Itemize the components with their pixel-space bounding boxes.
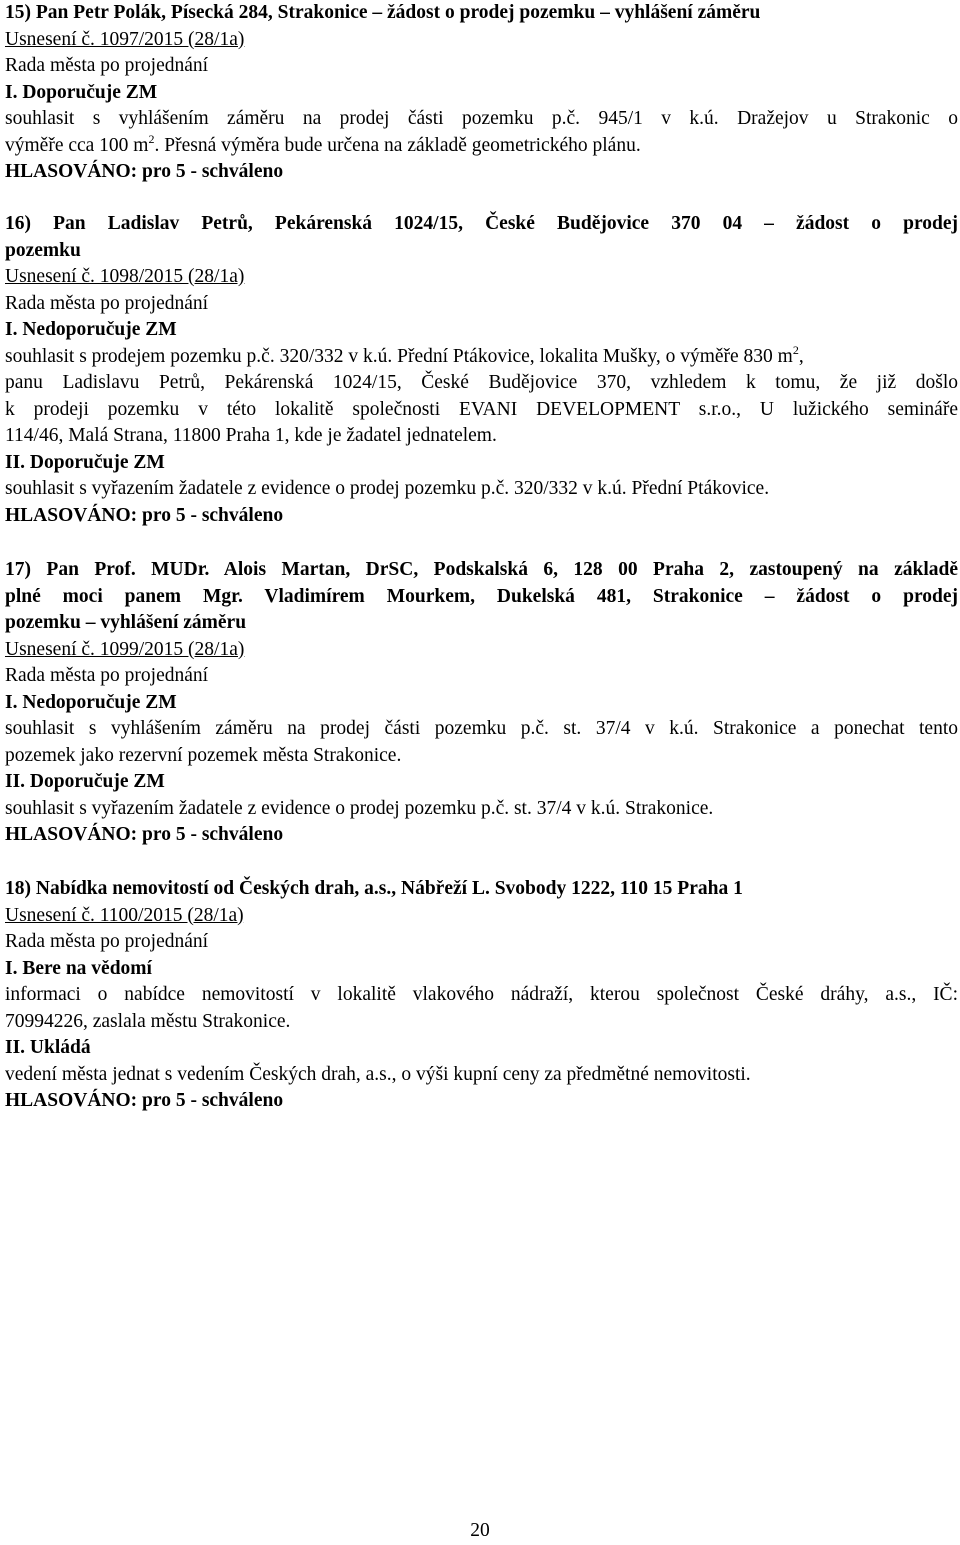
section-text-line: souhlasit s vyhlášením záměru na prodej části pozemku p.č. st. 37/4 v k.ú. Strakonice a ponechat tento — [5, 718, 958, 739]
resolution-number: Usnesení č. 1100/2015 (28/1a) — [5, 904, 244, 926]
item-15 — [5, 0, 958, 186]
section-text-line: pozemek jako rezervní pozemek města Strakonice. — [5, 744, 402, 766]
section-text-line: souhlasit s prodejem pozemku p.č. 320/332 v k.ú. Přední Ptákovice, lokalita Mušky, o výměře 830 $m^2$, — [5, 342, 804, 367]
section-title: I. Nedoporučuje ZM — [5, 319, 177, 340]
resolution-number: Usnesení č. 1098/2015 (28/1a) — [5, 266, 245, 287]
section-title: I. Nedoporučuje ZM — [5, 691, 177, 713]
section-text-line: souhlasit s vyřazením žadatele z evidence o prodej pozemku p.č. 320/332 v k.ú. Přední Ptákovice. — [5, 478, 770, 499]
item-heading: 18) Nabídka nemovitostí od Českých drah, a.s., Nábřeží L. Svobody 1222, 110 15 Praha 1 — [5, 878, 743, 899]
council-text: Rada města po projednání — [5, 55, 209, 76]
section-title: II. Doporučuje ZM — [5, 771, 165, 792]
section-text-line: souhlasit s vyřazením žadatele z evidence o prodej pozemku p.č. st. 37/4 v k.ú. Strakonice. — [5, 797, 714, 819]
section-title: II. Ukládá — [5, 1037, 91, 1058]
item-16 — [5, 211, 958, 529]
item-heading: plné moci panem Mgr. Vladimírem Mourkem, Dukelská 481, Strakonice – žádost o prodej — [5, 585, 958, 607]
item-heading: 16) Pan Ladislav Petrů, Pekárenská 1024/15, České Budějovice 370 04 – žádost o prodej — [5, 213, 958, 234]
page-number: 20 — [470, 1520, 490, 1541]
section-text-line: 114/46, Malá Strana, 11800 Praha 1, kde je žadatel jednatelem. — [5, 425, 497, 446]
section-text-line: vedení města jednat s vedením Českých drah, a.s., o výši kupní ceny za předmětné nemovitosti. — [5, 1063, 751, 1085]
vote-result: HLASOVÁNO: pro 5 - schváleno — [5, 161, 284, 182]
resolution-number: Usnesení č. 1097/2015 (28/1a) — [5, 28, 245, 50]
section-title: I. Doporučuje ZM — [5, 81, 158, 103]
council-text: Rada města po projednání — [5, 292, 209, 314]
section-text-line: výměře cca 100 $m^2$. Přesná výměra bude určena na základě geometrického plánu. — [5, 131, 641, 156]
item-18 — [5, 876, 958, 1115]
vote-result: HLASOVÁNO: pro 5 - schváleno — [5, 504, 284, 526]
council-text: Rada města po projednání — [5, 931, 209, 952]
section-text-line: informaci o nabídce nemovitostí v lokalitě vlakového nádraží, kterou společnost České dráhy, a.s., IČ: — [5, 984, 958, 1005]
section-text-line: k prodeji pozemku v této lokalitě společnosti EVANI DEVELOPMENT s.r.o., U lužického semináře — [5, 398, 958, 420]
section-text-line: souhlasit s vyhlášením záměru na prodej části pozemku p.č. 945/1 v k.ú. Dražejov u Strakonic o — [5, 108, 958, 129]
section-title: II. Doporučuje ZM — [5, 451, 165, 473]
vote-result: HLASOVÁNO: pro 5 - schváleno — [5, 1090, 284, 1111]
resolution-number: Usnesení č. 1099/2015 (28/1a) — [5, 638, 245, 660]
section-text-line: 70994226, zaslala městu Strakonice. — [5, 1010, 291, 1032]
item-heading: 15) Pan Petr Polák, Písecká 284, Strakonice – žádost o prodej pozemku – vyhlášení záměru — [5, 2, 761, 23]
section-text-line: panu Ladislavu Petrů, Pekárenská 1024/15, České Budějovice 370, vzhledem k tomu, že již došlo — [5, 372, 958, 393]
item-heading: 17) Pan Prof. MUDr. Alois Martan, DrSC, Podskalská 6, 128 00 Praha 2, zastoupený na základě — [5, 559, 958, 580]
item-heading: pozemku — [5, 239, 81, 261]
council-text: Rada města po projednání — [5, 665, 209, 686]
vote-result: HLASOVÁNO: pro 5 - schváleno — [5, 824, 284, 845]
section-title: I. Bere na vědomí — [5, 957, 152, 979]
item-heading: pozemku – vyhlášení záměru — [5, 612, 247, 633]
item-17 — [5, 557, 958, 849]
